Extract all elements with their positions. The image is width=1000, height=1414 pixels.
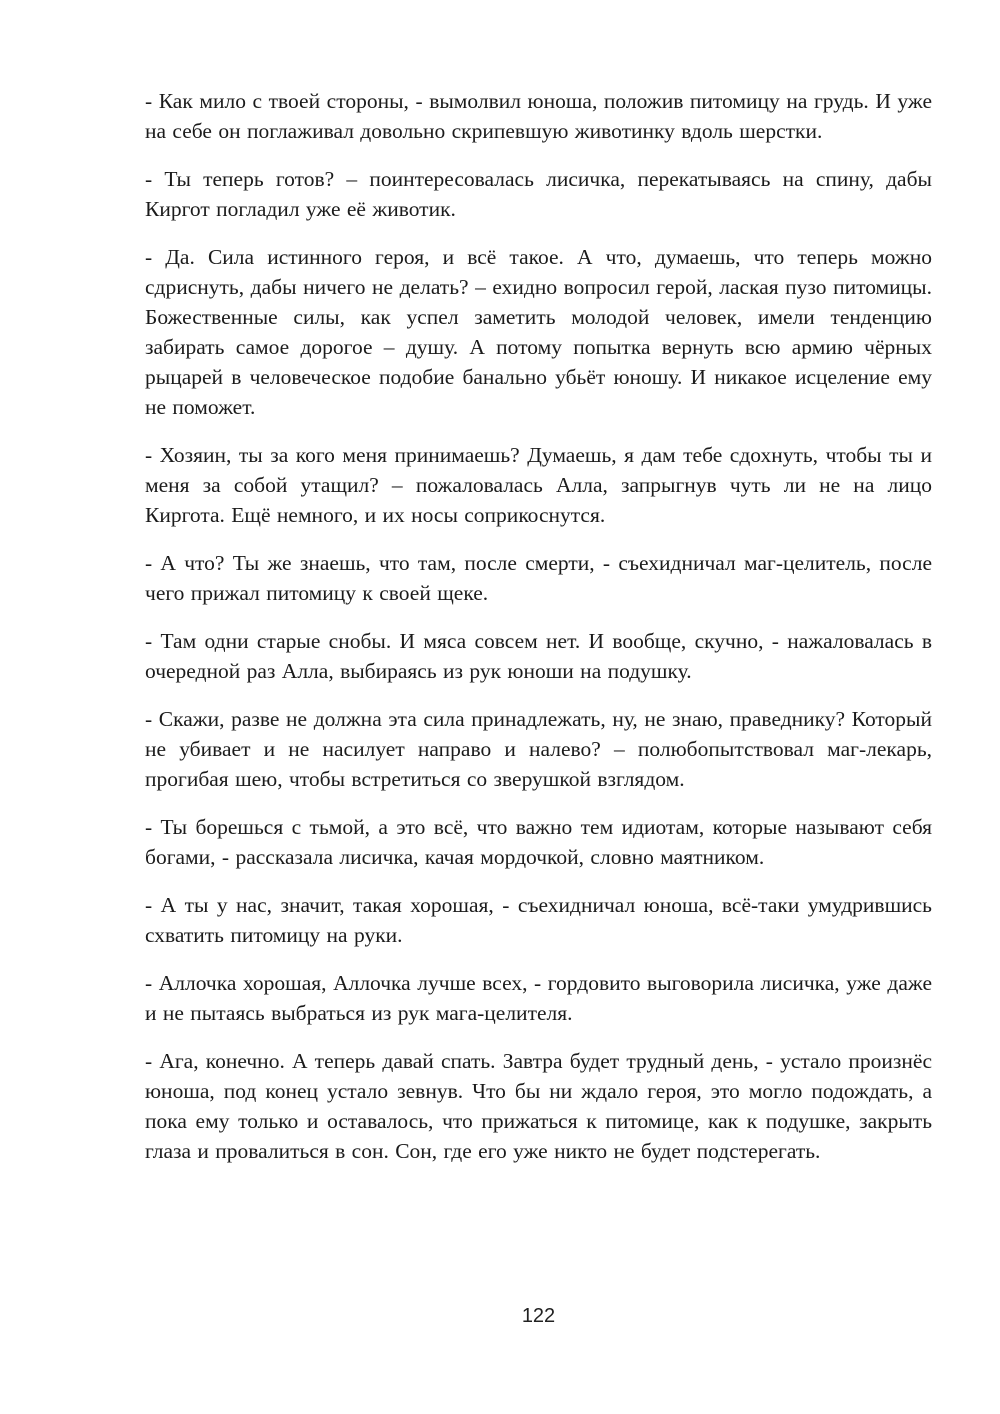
paragraph: - Да. Сила истинного героя, и всё такое. А что, думаешь, что теперь можно сдриснуть, дабы ничего не делать? – ехидно вопросил герой, лаская пузо питомицы. Божественные силы, как успел заметить молодой человек, имели тенденцию забирать самое дорогое – душу. А потому попытка вернуть всю армию чёрных рыцарей в человеческое подобие банально убьёт юношу. И никакое исцеление ему не поможет. [145,245,932,419]
paragraph: - Хозяин, ты за кого меня принимаешь? Думаешь, я дам тебе сдохнуть, чтобы ты и меня за собой утащил? – пожаловалась Алла, запрыгнув чуть ли не на лицо Киргота. Ещё немного, и их носы соприкоснутся. [145,443,932,527]
paragraph: - Ага, конечно. А теперь давай спать. Завтра будет трудный день, - устало произнёс юноша, под конец устало зевнув. Что бы ни ждало героя, это могло подождать, а пока ему только и оставалось, что прижаться к питомице, как к подушке, закрыть глаза и провалиться в сон. Сон, где его уже никто не будет подстерегать. [145,1049,932,1163]
paragraph: - Ты борешься с тьмой, а это всё, что важно тем идиотам, которые называют себя богами, - рассказала лисичка, качая мордочкой, словно маятником. [145,815,932,869]
paragraph: - Там одни старые снобы. И мяса совсем нет. И вообще, скучно, - нажаловалась в очередной раз Алла, выбираясь из рук юноши на подушку. [145,629,932,683]
page-body [145,86,932,1184]
paragraph: - А ты у нас, значит, такая хорошая, - съехидничал юноша, всё-таки умудрившись схватить питомицу на руки. [145,893,932,947]
page-number: 122 [521,1305,556,1327]
paragraph: - Скажи, разве не должна эта сила принадлежать, ну, не знаю, праведнику? Который не убивает и не насилует направо и налево? – полюбопытствовал маг-лекарь, прогибая шею, чтобы встретиться со зверушкой взглядом. [145,707,932,791]
paragraph: - Как мило с твоей стороны, - вымолвил юноша, положив питомицу на грудь. И уже на себе он поглаживал довольно скрипевшую животинку вдоль шерстки. [145,89,932,143]
paragraph: - Ты теперь готов? – поинтересовалась лисичка, перекатываясь на спину, дабы Киргот погладил уже её животик. [145,167,932,221]
paragraph: - А что? Ты же знаешь, что там, после смерти, - съехидничал маг-целитель, после чего прижал питомицу к своей щеке. [145,551,932,605]
paragraph: - Аллочка хорошая, Аллочка лучше всех, - гордовито выговорила лисичка, уже даже и не пытаясь выбраться из рук мага-целителя. [145,971,932,1025]
